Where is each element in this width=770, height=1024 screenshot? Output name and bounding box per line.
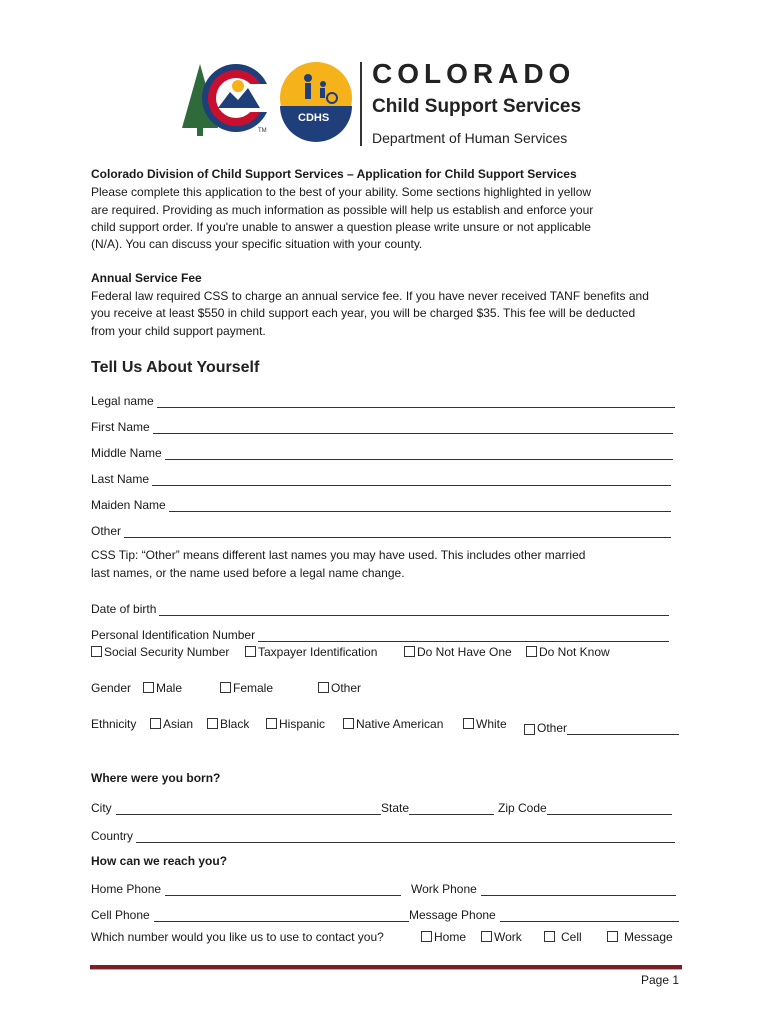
pin-option-unknown[interactable] — [526, 645, 610, 663]
pin-line[interactable] — [258, 628, 669, 642]
intro-line: (N/A). You can discuss your specific situation with your county. — [91, 237, 423, 251]
option-label: Do Not Know — [539, 645, 610, 659]
option-label: Native American — [356, 717, 444, 731]
pin-option-none[interactable] — [404, 645, 512, 663]
option-label: Asian — [163, 717, 194, 731]
pin-option-tin[interactable] — [245, 645, 377, 663]
intro-line: child support order. If you're unable to answer a question please write unsure or not applicable — [91, 220, 591, 234]
last-name-field[interactable] — [91, 468, 671, 486]
ethnicity-option-asian[interactable] — [150, 717, 193, 735]
option-label: Other — [537, 721, 568, 735]
field-label: Country — [91, 829, 134, 843]
middle-name-line[interactable] — [165, 446, 673, 460]
field-label: Maiden Name — [91, 498, 166, 512]
checkbox[interactable] — [463, 718, 474, 729]
work-phone-field[interactable] — [411, 878, 676, 896]
message-phone-field[interactable] — [409, 904, 679, 922]
state-line[interactable] — [409, 801, 494, 815]
other-name-line[interactable] — [124, 524, 671, 538]
brand-subtitle: Child Support Services — [372, 96, 582, 117]
gender-option-other[interactable] — [318, 681, 361, 699]
pin-option-ssn[interactable] — [91, 645, 229, 663]
cell-phone-line[interactable] — [154, 908, 409, 922]
zip-line[interactable] — [547, 801, 672, 815]
field-label: Legal name — [91, 394, 154, 408]
checkbox[interactable] — [544, 931, 555, 942]
gender-option-female[interactable] — [220, 681, 273, 699]
gender-option-male[interactable] — [143, 681, 182, 699]
other-name-field[interactable] — [91, 520, 671, 538]
checkbox[interactable] — [143, 682, 154, 693]
contact-title: How can we reach you? — [91, 854, 228, 868]
first-name-field[interactable] — [91, 416, 673, 434]
contact-option-home[interactable] — [421, 930, 466, 948]
fee-line: from your child support payment. — [91, 324, 266, 338]
maiden-name-line[interactable] — [169, 498, 671, 512]
date-of-birth-field[interactable] — [91, 598, 669, 616]
last-name-line[interactable] — [152, 472, 671, 486]
option-label: Work — [494, 930, 522, 944]
zip-field[interactable] — [498, 797, 672, 815]
field-label: City — [91, 801, 112, 815]
ethnicity-option-black[interactable] — [207, 717, 249, 735]
first-name-line[interactable] — [153, 420, 673, 434]
country-line[interactable] — [136, 829, 675, 843]
option-label: Black — [220, 717, 250, 731]
legal-name-line[interactable] — [157, 394, 675, 408]
contact-option-message[interactable] — [607, 930, 673, 948]
section-title: Tell Us About Yourself — [91, 359, 260, 376]
option-label: Cell — [561, 930, 582, 944]
field-label: Last Name — [91, 472, 150, 486]
checkbox[interactable] — [207, 718, 218, 729]
option-label: Home — [434, 930, 467, 944]
checkbox[interactable] — [607, 931, 618, 942]
option-label: Message — [624, 930, 673, 944]
checkbox[interactable] — [343, 718, 354, 729]
css-tip-line: CSS Tip: “Other” means different last names you may have used. This includes other married — [91, 548, 586, 562]
checkbox[interactable] — [524, 724, 535, 735]
ethnicity-option-native-american[interactable] — [343, 717, 443, 735]
middle-name-field[interactable] — [91, 442, 673, 460]
application-title: Colorado Division of Child Support Services – Application for Child Support Services — [91, 167, 577, 181]
field-label: Work Phone — [411, 882, 477, 896]
fee-line: you receive at least $550 in child support each year, you will be charged $35. This fee will be deducted — [91, 306, 636, 320]
brand-department: Department of Human Services — [372, 130, 568, 146]
intro-line: Please complete this application to the best of your ability. Some sections highlighted in yellow — [91, 185, 592, 199]
checkbox[interactable] — [318, 682, 329, 693]
checkbox[interactable] — [421, 931, 432, 942]
checkbox[interactable] — [220, 682, 231, 693]
field-label: Middle Name — [91, 446, 162, 460]
checkbox[interactable] — [481, 931, 492, 942]
contact-option-work[interactable] — [481, 930, 522, 948]
css-tip-line: last names, or the name used before a legal name change. — [91, 566, 405, 580]
option-label: Do Not Have One — [417, 645, 512, 659]
legal-name-field[interactable] — [91, 390, 675, 408]
field-label: Personal Identification Number — [91, 628, 256, 642]
option-label: Social Security Number — [104, 645, 230, 659]
intro-line: are required. Providing as much information as possible will help us establish and enforce your — [91, 203, 594, 217]
ethnicity-option-white[interactable] — [463, 717, 507, 735]
field-label: Message Phone — [409, 908, 496, 922]
option-label: Taxpayer Identification — [258, 645, 378, 659]
ethnicity-other-line[interactable] — [567, 721, 679, 735]
checkbox[interactable] — [526, 646, 537, 657]
work-phone-line[interactable] — [481, 882, 676, 896]
pin-field[interactable] — [91, 624, 669, 642]
fee-line: Federal law required CSS to charge an annual service fee. If you have never received TANF benefits and — [91, 289, 649, 303]
state-field[interactable] — [381, 797, 494, 815]
born-title: Where were you born? — [91, 771, 221, 785]
ethnicity-label: Ethnicity — [91, 717, 137, 731]
field-label: State — [381, 801, 410, 815]
city-line[interactable] — [116, 801, 381, 815]
cell-phone-field[interactable] — [91, 904, 409, 922]
footer-rule-shadow — [90, 969, 682, 970]
checkbox[interactable] — [91, 646, 102, 657]
maiden-name-field[interactable] — [91, 494, 671, 512]
page-number: Page 1 — [641, 973, 680, 987]
ethnicity-option-hispanic[interactable] — [266, 717, 325, 735]
fee-title: Annual Service Fee — [91, 271, 202, 285]
field-label: Zip Code — [498, 801, 547, 815]
option-label: Hispanic — [279, 717, 326, 731]
option-label: Female — [233, 681, 274, 695]
checkbox[interactable] — [404, 646, 415, 657]
date-of-birth-line[interactable] — [159, 602, 669, 616]
brand-title: COLORADO — [372, 58, 576, 89]
home-phone-line[interactable] — [165, 882, 401, 896]
field-label: Date of birth — [91, 602, 157, 616]
checkbox[interactable] — [266, 718, 277, 729]
city-field[interactable] — [91, 797, 381, 815]
option-label: White — [476, 717, 507, 731]
message-phone-line[interactable] — [500, 908, 679, 922]
option-label: Other — [331, 681, 362, 695]
field-label: Cell Phone — [91, 908, 150, 922]
gender-label: Gender — [91, 681, 132, 695]
field-label: Home Phone — [91, 882, 162, 896]
logo-badge-text: CDHS — [298, 112, 330, 124]
field-label: Other — [91, 524, 122, 538]
contact-preference-label: Which number would you like us to use to contact you? — [91, 930, 384, 944]
brand-divider — [360, 62, 362, 146]
checkbox[interactable] — [150, 718, 161, 729]
logo-tm: TM — [258, 128, 267, 134]
country-field[interactable] — [91, 825, 675, 843]
contact-option-cell[interactable] — [544, 930, 582, 948]
option-label: Male — [156, 681, 183, 695]
checkbox[interactable] — [245, 646, 256, 657]
home-phone-field[interactable] — [91, 878, 401, 896]
field-label: First Name — [91, 420, 150, 434]
ethnicity-option-other[interactable] — [524, 717, 679, 735]
